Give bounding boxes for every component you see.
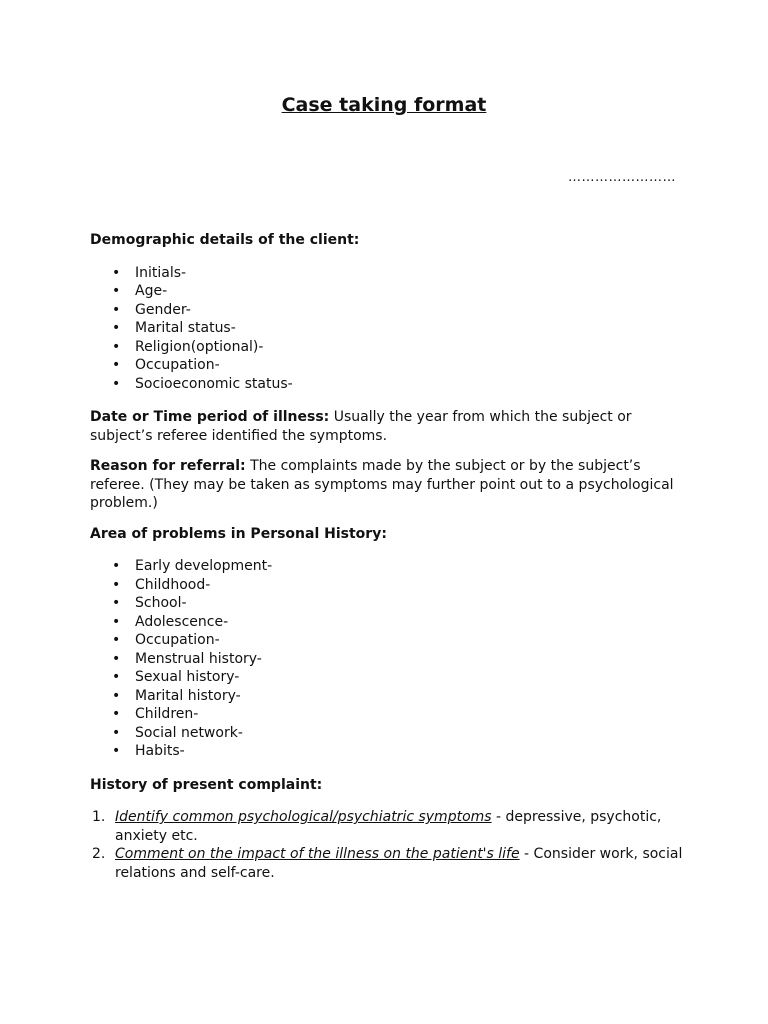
- list-item: [90, 808, 685, 845]
- reason-for-referral-label: Reason for referral:: [90, 458, 246, 474]
- reason-for-referral-text: The complaints made by the subject or by the subject’s referee. (They may be taken as symptoms may further point out to a psychological problem.): [90, 458, 674, 511]
- list-item: • Children-: [90, 705, 685, 724]
- list-item: • Socioeconomic status-: [90, 375, 685, 394]
- list-item: • Menstrual history-: [90, 650, 685, 669]
- list-item: • Occupation-: [90, 356, 685, 375]
- present-complaint-list: [90, 808, 685, 882]
- emphasis-text: Comment on the impact of the illness on the patient's life: [115, 846, 520, 862]
- list-item: • Early development-: [90, 557, 685, 576]
- item-text: - Consider work, social relations and self-care.: [115, 846, 683, 881]
- list-number: 2.: [92, 846, 106, 862]
- list-item: [90, 845, 685, 882]
- present-complaint-heading: History of present complaint:: [90, 776, 323, 793]
- list-item: • Religion(optional)-: [90, 338, 685, 357]
- demographics-heading: Demographic details of the client:: [90, 232, 360, 248]
- list-item: • Marital status-: [90, 319, 685, 338]
- date-placeholder-dots: ……………………: [568, 170, 676, 185]
- personal-history-list: [90, 557, 685, 761]
- list-item: • Adolescence-: [90, 613, 685, 632]
- demographics-list: [90, 264, 685, 394]
- date-of-illness-paragraph: [90, 408, 685, 445]
- list-item: • Social network-: [90, 724, 685, 743]
- list-item: • Initials-: [90, 264, 685, 283]
- list-item: • Age-: [90, 282, 685, 301]
- date-of-illness-label: Date or Time period of illness:: [90, 409, 330, 425]
- date-of-illness-text: Usually the year from which the subject or subject’s referee identified the symptoms.: [90, 409, 632, 444]
- reason-for-referral-paragraph: [90, 457, 685, 513]
- list-item: • Marital history-: [90, 687, 685, 706]
- list-item: • Gender-: [90, 301, 685, 320]
- list-item: • Sexual history-: [90, 668, 685, 687]
- list-item: • Childhood-: [90, 576, 685, 595]
- list-item: • Habits-: [90, 742, 685, 761]
- document-body: [90, 231, 685, 882]
- item-text: - depressive, psychotic, anxiety etc.: [115, 809, 662, 844]
- document-title: Case taking format: [281, 94, 487, 116]
- list-item: • Occupation-: [90, 631, 685, 650]
- list-item: • School-: [90, 594, 685, 613]
- list-number: 1.: [92, 809, 106, 825]
- personal-history-heading: Area of problems in Personal History:: [90, 525, 387, 542]
- emphasis-text: Identify common psychological/psychiatric symptoms: [115, 809, 492, 825]
